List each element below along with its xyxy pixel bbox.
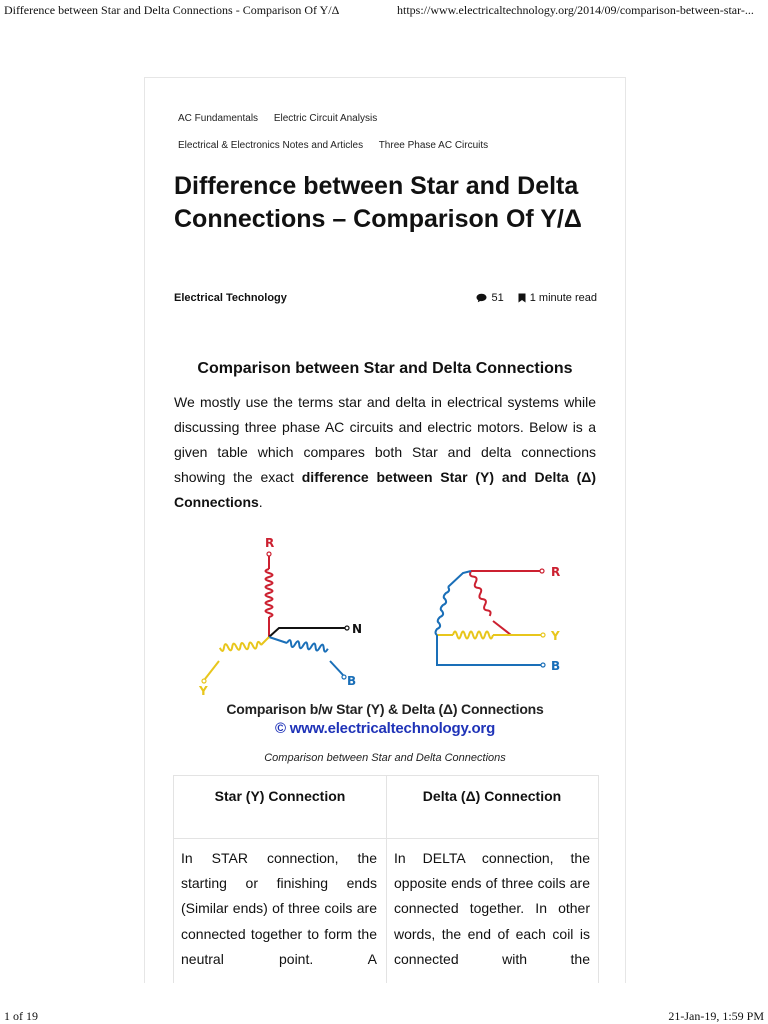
print-header: [0, 0, 768, 20]
section-heading: Comparison between Star and Delta Connections: [197, 360, 573, 377]
category-link-circuit-analysis[interactable]: Electric Circuit Analysis: [273, 113, 378, 124]
category-link-three-phase[interactable]: Three Phase AC Circuits: [378, 140, 489, 151]
category-link-ac-fundamentals[interactable]: AC Fundamentals: [178, 113, 259, 124]
star-label-y: Y: [199, 684, 208, 698]
delta-label-y: Y: [551, 629, 560, 643]
figure-title: Comparison b/w Star (Y) & Delta (Δ) Connections: [226, 701, 544, 717]
star-label-r: R: [265, 536, 275, 550]
article-title: Difference between Star and Delta Connections – Comparison Of Y/Δ: [174, 172, 582, 233]
print-footer: [0, 1009, 768, 1024]
table-divider: [386, 776, 387, 983]
page-number: 1 of 19: [4, 1009, 38, 1023]
category-links-row-2: [178, 140, 501, 151]
delta-label-b: B: [551, 659, 561, 673]
star-label-b: B: [347, 674, 357, 688]
category-link-notes-articles[interactable]: Electrical & Electronics Notes and Articles: [178, 140, 364, 151]
intro-text: We mostly use the terms star and delta in electrical systems while discussing three phase AC circuits and electric motors. Below is a given table which compares both Star and delta connections showing the exact: [174, 394, 596, 485]
author-link[interactable]: Electrical Technology: [174, 292, 287, 304]
star-connection-diagram: [202, 552, 349, 683]
delta-connection-diagram: [436, 569, 546, 667]
comment-count[interactable]: 51: [491, 292, 504, 304]
print-page-title: Difference between Star and Delta Connections - Comparison Of Y/Δ: [4, 3, 340, 17]
print-datetime: 21-Jan-19, 1:59 PM: [668, 1009, 764, 1023]
comment-icon[interactable]: [476, 293, 487, 303]
print-url[interactable]: https://www.electricaltechnology.org/2014/09/comparison-between-star-...: [397, 3, 754, 17]
bookmark-icon: [518, 293, 526, 303]
star-label-n: N: [352, 622, 363, 636]
table-header-divider: [174, 838, 598, 839]
read-time: 1 minute read: [529, 292, 597, 304]
table-header-delta: Delta (Δ) Connection: [422, 788, 562, 804]
comparison-table: [173, 775, 599, 983]
category-links-row-1: [178, 113, 390, 124]
article-meta: [476, 292, 597, 304]
article-card: [144, 77, 626, 983]
delta-label-r: R: [551, 565, 561, 579]
intro-bold-text: difference between Star (Y) and Delta (Δ) Connections: [174, 469, 596, 510]
figure-watermark: © www.electricaltechnology.org: [274, 720, 496, 737]
intro-end: .: [258, 494, 263, 510]
table-cell-star: In STAR connection, the starting or finishing ends (Similar ends) of three coils are connected together to form the neutral point. A: [181, 850, 377, 967]
table-header-star: Star (Y) Connection: [214, 788, 346, 804]
table-cell-delta: In DELTA connection, the opposite ends of three coils are connected together. In other words, the end of each coil is connected with the: [394, 850, 590, 967]
intro-paragraph: [174, 390, 596, 515]
figure-caption: Comparison between Star and Delta Connections: [264, 752, 506, 764]
